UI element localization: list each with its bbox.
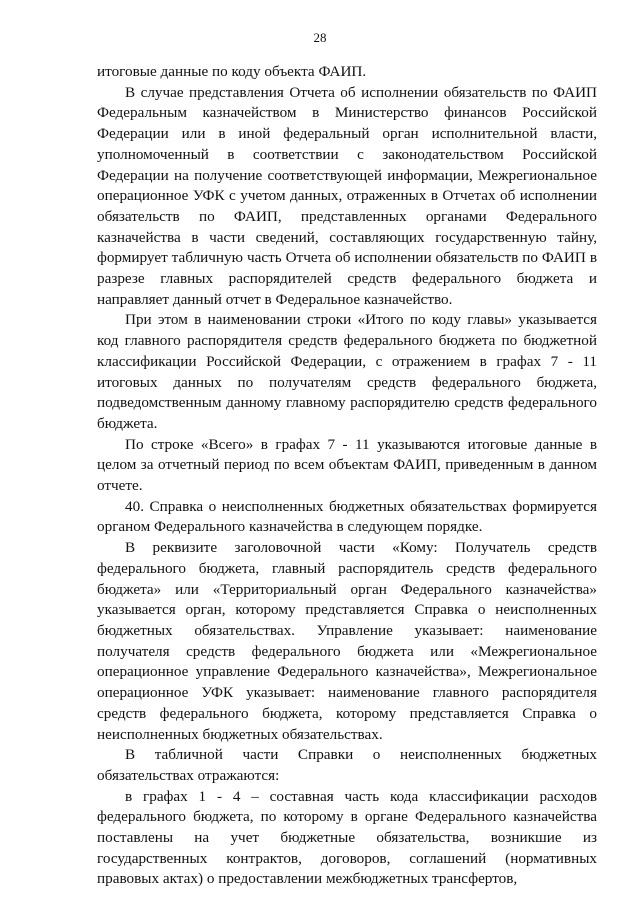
paragraph-header-requisite: В реквизите заголовочной части «Кому: Получатель средств федерального бюджета, главный распорядитель средств федерального бюджета» или «Территориальный орган Федерального казначейства» указывается орган, которому представляется Справка о неисполненных бюджетных обязательствах. Управление указывает: наименование получателя средств федерального бюджета или «Межрегиональное операционное управление Федерального казначейства», Межрегиональное операционное УФК указывает: наименование главного распорядителя средств федерального бюджета, которому представляется Справка о неисполненных бюджетных обязательствах.	[97, 539, 597, 743]
paragraph-columns-1-4: в графах 1 - 4 – составная часть кода классификации расходов федерального бюджета, по которому в органе Федерального казначейства поставлены на учет бюджетные обязательства, возникшие из государственных контрактов, договоров, соглашений (нормативных правовых актах) о предоставлении межбюджетных трансфертов,	[97, 787, 597, 888]
body-text	[97, 62, 597, 890]
page-number: 28	[313, 30, 327, 45]
paragraph-report-submission: В случае представления Отчета об исполнении обязательств по ФАИП Федеральным казначейством в Министерство финансов Российской Федерации или в иной федеральный орган исполнительной власти, уполномоченный в соответствии с законодательством Российской Федерации на получение соответствующей информации, Межрегиональное операционное УФК с учетом данных, отраженных в Отчетах об исполнении обязательств по ФАИП, представленных органами Федерального казначейства в части сведений, составляющих государственную тайну, формирует табличную часть Отчета об исполнении обязательств по ФАИП в разрезе главных распорядителей средств федерального бюджета и направляет данный отчет в Федеральное казначейство.	[97, 83, 597, 308]
paragraph-table-part: В табличной части Справки о неисполненных бюджетных обязательствах отражаются:	[97, 746, 597, 784]
paragraph-continuation: итоговые данные по коду объекта ФАИП.	[97, 63, 367, 80]
paragraph-grand-total: По строке «Всего» в графах 7 - 11 указываются итоговые данные в целом за отчетный период по всем объектам ФАИП, приведенным в данном отчете.	[97, 435, 597, 495]
paragraph-chapter-total: При этом в наименовании строки «Итого по коду главы» указывается код главного распорядителя средств федерального бюджета по бюджетной классификации Российской Федерации, с отражением в графах 7 - 11 итоговых данных по получателям средств федерального бюджета, подведомственным данному главному распорядителю средств федерального бюджета.	[97, 311, 597, 432]
paragraph-section-40: 40. Справка о неисполненных бюджетных обязательствах формируется органом Федерального казначейства в следующем порядке.	[97, 497, 597, 536]
